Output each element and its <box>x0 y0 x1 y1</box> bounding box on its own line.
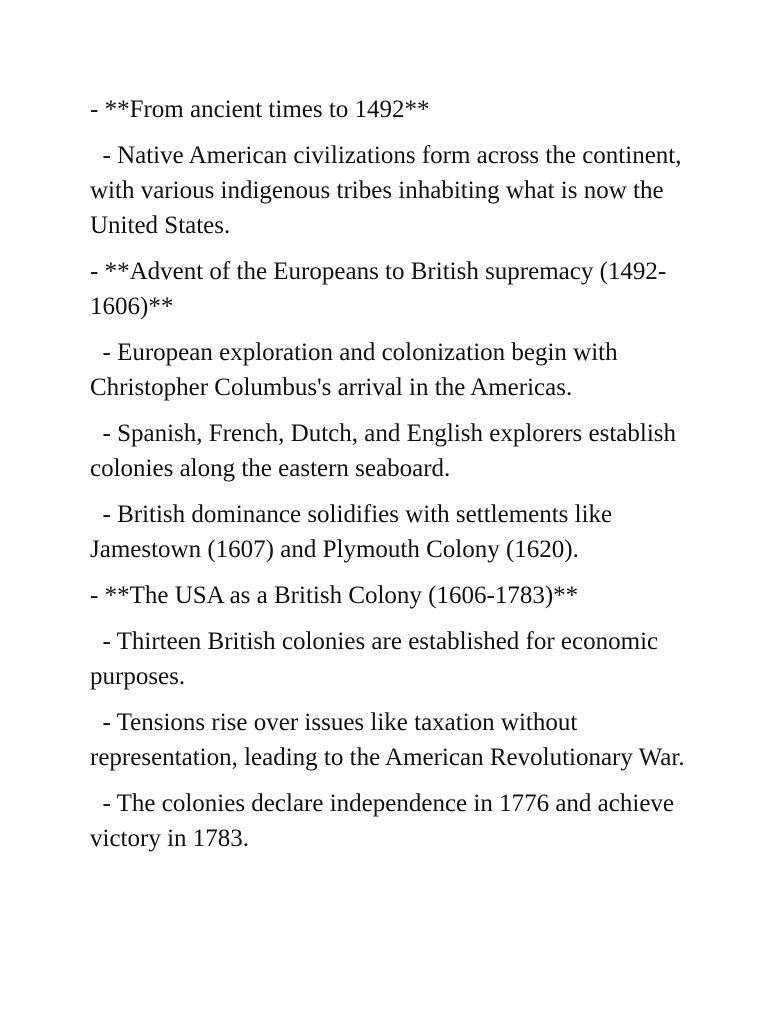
paragraph-native-americans: - Native American civilizations form across the continent, with various indigenous tribes inhabiting what is now the United States. <box>90 142 688 239</box>
paragraph-tensions-rise: - Tensions rise over issues like taxation without representation, leading to the American Revolutionary War. <box>90 709 685 771</box>
paragraph-british-dominance: - British dominance solidifies with settlements like Jamestown (1607) and Plymouth Colony (1620). <box>90 501 619 563</box>
heading-advent-of-europeans: - **Advent of the Europeans to British supremacy (1492-1606)** <box>90 258 667 320</box>
paragraph-european-exploration: - European exploration and colonization begin with Christopher Columbus's arrival in the Americas. <box>90 339 624 401</box>
heading-ancient-times: - **From ancient times to 1492** <box>90 96 430 123</box>
paragraph-independence: - The colonies declare independence in 1776 and achieve victory in 1783. <box>90 790 681 852</box>
paragraph-explorers-colonies: - Spanish, French, Dutch, and English explorers establish colonies along the eastern seaboard. <box>90 420 683 482</box>
heading-british-colony: - **The USA as a British Colony (1606-1783)** <box>90 582 579 609</box>
paragraph-thirteen-colonies: - Thirteen British colonies are established for economic purposes. <box>90 628 665 690</box>
document-page <box>90 92 690 867</box>
